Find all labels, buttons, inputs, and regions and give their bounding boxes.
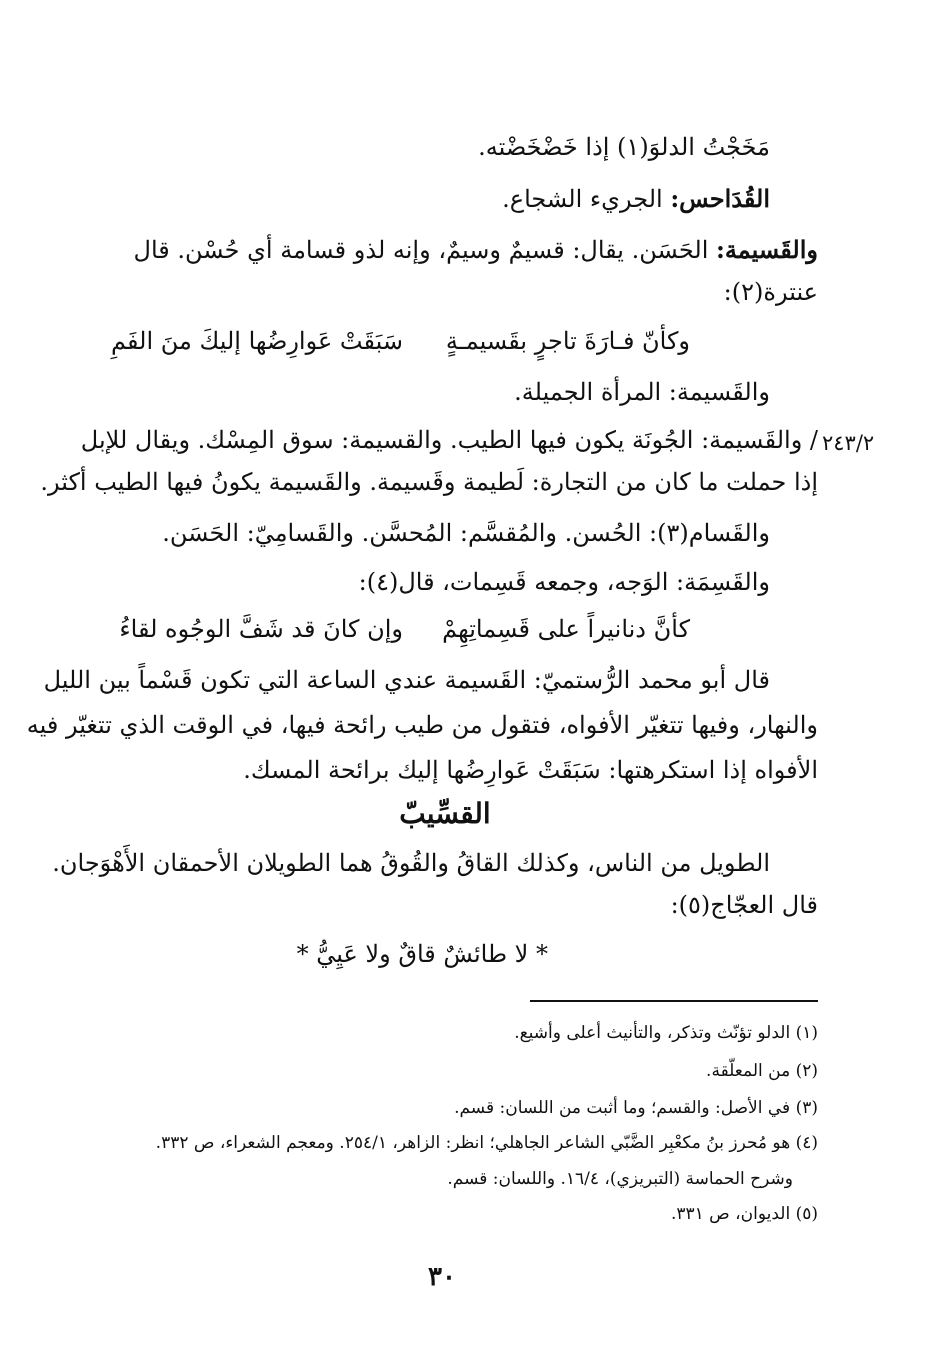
- verse-2-first-hemistich: كأنَّ دنانيراً على قَسِماتِهِمْ: [442, 615, 690, 643]
- text-line-6: والقَسيمة: المرأة الجميلة.: [514, 378, 770, 406]
- text-line-8: إذا حملت ما كان من التجارة: لَطيمة وقَسيمة. والقَسيمة يكونُ فيها الطيب أكثر.: [40, 468, 818, 496]
- text-line-12: قال أبو محمد الرُّستميّ: القَسيمة عندي الساعة التي تكون قَسْماً بين الليل: [43, 666, 770, 694]
- text-line-17: قال العجّاج(٥):: [670, 891, 818, 919]
- verse-1-second-hemistich: سَبَقَتْ عَوارِضُها إليكَ منَ الفَمِ: [111, 327, 403, 355]
- footnote-5: (٥) الديوان، ص ٣٣١.: [670, 1204, 818, 1224]
- text-line-13: والنهار، وفيها تتغيّر الأفواه، فتقول من طيب رائحة فيها، في الوقت الذي تتغيّر فيه: [26, 711, 818, 739]
- verse-2-second-hemistich: وإن كانَ قد شَفَّ الوجُوه لقاءُ: [119, 615, 403, 643]
- entry-headword: القُدَاحس:: [670, 184, 770, 213]
- text-line-4: عنترة(٢):: [723, 278, 818, 306]
- verse-3: * لا طائشٌ قاقٌ ولا عَيِيُّ *: [296, 940, 548, 968]
- footnote-2: (٢) من المعلّقة.: [706, 1061, 818, 1081]
- text-line-3: [133, 235, 818, 264]
- text-line-16: الطويل من الناس، وكذلك القاقُ والقُوقُ هما الطويلان الأحمقان الأَهْوَجان.: [52, 849, 770, 877]
- section-heading: القسِّيبّ: [399, 797, 491, 830]
- footnote-4: (٤) هو مُحرز بنُ مكعْبِر الضَّبّي الشاعر الجاهلي؛ انظر: الزاهر، ٢٥٤/١. ومعجم الشعراء، ص ٣٣٢.: [155, 1133, 818, 1153]
- entry-definition: الجريء الشجاع.: [502, 185, 671, 213]
- footnote-1: (١) الدلو تؤنّث وتذكر، والتأنيث أعلى وأشيع.: [514, 1023, 818, 1043]
- text-line-14: الأفواه إذا استكرهتها: سَبَقَتْ عَوارِضُها إليك برائحة المسك.: [243, 756, 818, 784]
- margin-reference: ٢٤٣/٢: [822, 431, 875, 455]
- text-line-2: [502, 184, 770, 213]
- page-number: ٣٠: [428, 1262, 456, 1292]
- footnote-3: (٣) في الأصل: والقسم؛ وما أثبت من اللسان: قسم.: [454, 1098, 818, 1118]
- verse-1-first-hemistich: وكأنّ فـارَةَ تاجرٍ بقَسيمـةٍ: [445, 327, 690, 355]
- text-line-7: / والقَسيمة: الجُونَة يكون فيها الطيب. والقسيمة: سوق المِسْك. ويقال للإبل: [80, 426, 818, 454]
- entry-definition: الحَسَن. يقال: قسيمٌ وسيمٌ، وإنه لذو قسامة أي حُسْن. قال: [133, 236, 717, 264]
- text-line-1: مَخَجْتُ الدلوَ(١) إذا خَضْخَضْته.: [478, 133, 770, 161]
- text-line-10: والقَسِمَة: الوَجه، وجمعه قَسِمات، قال(٤):: [358, 568, 770, 596]
- entry-headword: والقَسيمة:: [716, 235, 818, 264]
- footnote-separator: [530, 1000, 818, 1002]
- footnote-4-continued: وشرح الحماسة (التبريزي)، ١٦/٤. واللسان: قسم.: [447, 1169, 793, 1189]
- text-line-9: والقَسام(٣): الحُسن. والمُقسَّم: المُحسَّن. والقَسامِيّ: الحَسَن.: [162, 519, 770, 547]
